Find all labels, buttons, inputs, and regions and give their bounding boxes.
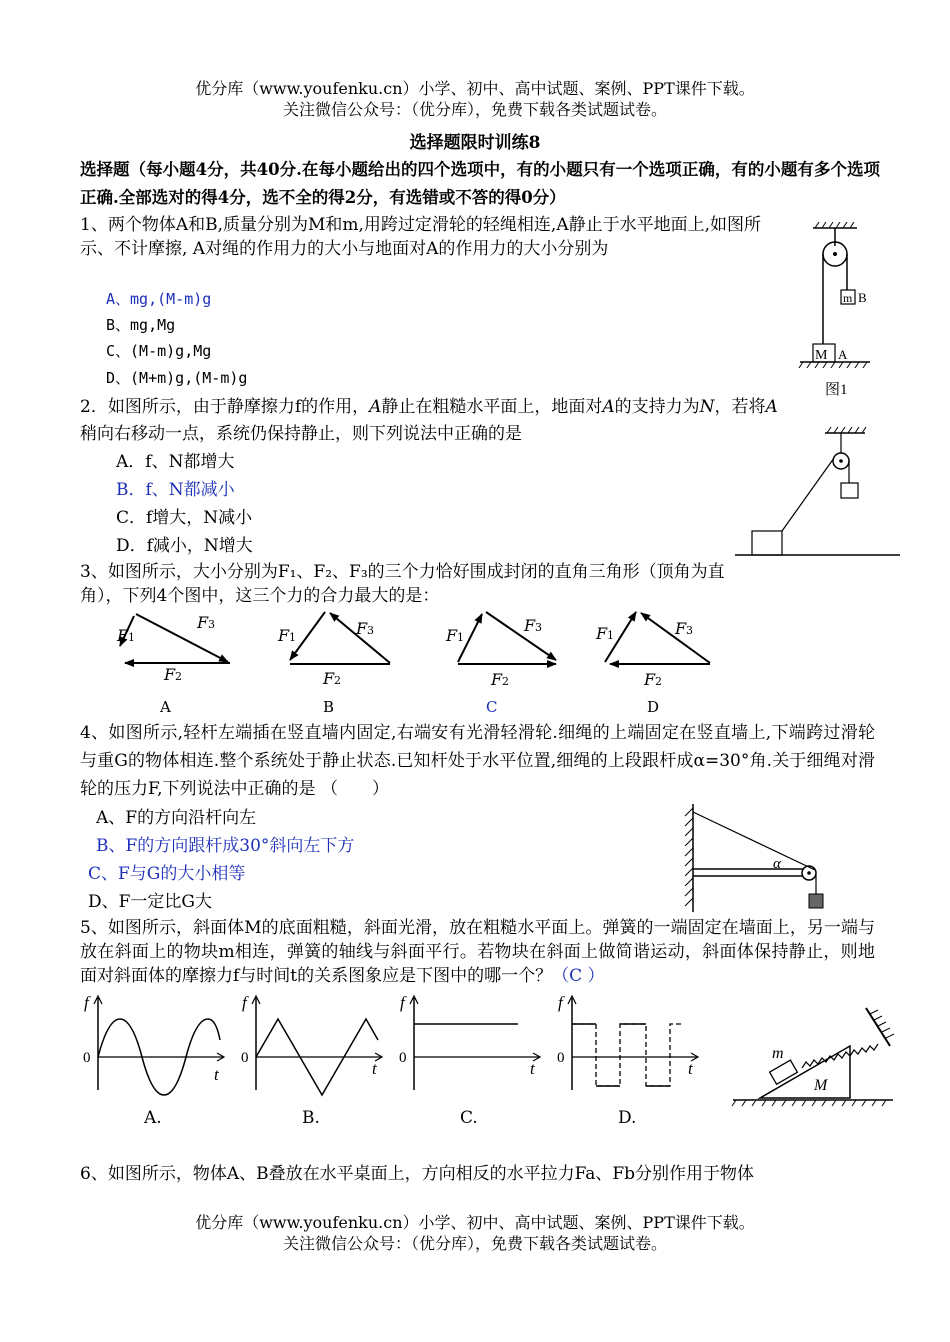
figure-2-pulley-block: [735, 425, 905, 560]
question-5-stem: 5、如图所示，斜面体M的底面粗糙，斜面光滑，放在粗糙水平面上。弹簧的一端固定在墙面上，另一端与放在斜面上的物块m相连，弹簧的轴线与斜面平行。若物块在斜面上做简谐运动，斜面体保持静止，则地面对斜面体的摩擦力f与时间t的关系图象应是下图中的哪一个？（C ）: [80, 918, 875, 986]
q4-option-a: A、F的方向沿杆向左: [96, 808, 257, 828]
svg-text:t: t: [372, 1059, 377, 1078]
q1-option-c: C、(M-m)g,Mg: [106, 342, 212, 360]
q5-caption-b: B.: [302, 1108, 320, 1128]
footer-line-2: 关注微信公众号：（优分库），免费下载各类试题试卷。: [282, 1234, 667, 1253]
q1-option-b: B、mg,Mg: [106, 316, 176, 334]
svg-text:0: 0: [557, 1050, 565, 1066]
svg-text:f: f: [400, 993, 405, 1012]
q4-option-d: D、F一定比G大: [88, 892, 213, 912]
header-line-1: 优分库（www.youfenku.cn）小学、初中、高中试题、案例、PPT课件下载。: [195, 79, 755, 98]
footer-line-1: 优分库（www.youfenku.cn）小学、初中、高中试题、案例、PPT课件下载。: [195, 1213, 755, 1232]
q4-option-c: C、F与G的大小相等: [88, 864, 246, 884]
q5-graphs: [78, 990, 738, 1100]
question-3-stem: 3、如图所示，大小分别为F₁、F₂、F₃的三个力恰好围成封闭的直角三角形（顶角为直角），下列4个图中，这三个力的合力最大的是：: [80, 562, 725, 606]
svg-text:0: 0: [83, 1050, 91, 1066]
fig1-label-m: m: [843, 291, 853, 305]
svg-text:f: f: [558, 993, 563, 1012]
question-6-stem: 6、如图所示，物体A、B叠放在水平桌面上，方向相反的水平拉力Fa、Fb分别作用于物体: [80, 1164, 755, 1184]
question-4-stem: 4、如图所示,轻杆左端插在竖直墙内固定,右端安有光滑轻滑轮.细绳的上端固定在竖直墙上,下端跨过滑轮与重G的物体相连.整个系统处于静止状态.已知杆处于水平位置,细绳的上段跟杆成α=30°角.关于细绳对滑轮的压力F,下列说法中正确的是 （ ）: [80, 723, 875, 799]
q2-option-a: A．f、N都增大: [116, 452, 235, 472]
q1-option-a: A、mg,(M-m)g: [106, 290, 212, 308]
fig4-angle-label: α: [773, 856, 781, 872]
question-1-stem: 1、两个物体A和B,质量分别为M和m,用跨过定滑轮的轻绳相连,A静止于水平地面上,如图所示、不计摩擦, A对绳的作用力的大小与地面对A的作用力的大小分别为: [80, 215, 762, 259]
q5-graph-c: [399, 993, 540, 1090]
fig1-label-big-m: M: [815, 348, 828, 363]
q3-fig-letter-a: A: [160, 698, 171, 716]
page-title: 选择题限时训练8: [409, 133, 541, 153]
fig1-caption: 图1: [825, 382, 848, 398]
figure-1-pulley: [795, 222, 885, 402]
q5-graph-a: [83, 993, 224, 1095]
q5-graph-b: [241, 993, 382, 1095]
q5-answer: （C ）: [552, 966, 605, 986]
question-2-stem: 2．如图所示，由于静摩擦力f的作用，A静止在粗糙水平面上，地面对A的支持力为N，若将A稍向右移动一点，系统仍保持静止，则下列说法中正确的是: [80, 397, 778, 444]
figure-4-wall-rod: [675, 800, 835, 915]
svg-text:t: t: [214, 1065, 219, 1084]
q2-option-b: B．f、N都减小: [116, 480, 235, 500]
q3-fig-letter-d: D: [647, 698, 660, 716]
q4-option-b: B、F的方向跟杆成30°斜向左下方: [96, 836, 355, 856]
header-line-2: 关注微信公众号：（优分库），免费下载各类试题试卷。: [282, 100, 667, 119]
fig5-label-big-m: M: [814, 1077, 828, 1094]
q5-caption-a: A.: [144, 1108, 162, 1128]
q3-fig-letter-b: B: [323, 698, 335, 716]
svg-text:0: 0: [399, 1050, 407, 1066]
instructions: 选择题（每小题4分，共40分.在每小题给出的四个选项中，有的小题只有一个选项正确，有的小题有多个选项正确.全部选对的得4分，选不全的得2分，有选错或不答的得0分）: [80, 160, 880, 207]
figure-5-incline-spring: [728, 1000, 898, 1110]
q5-caption-c: C.: [460, 1108, 478, 1128]
fig1-label-b: B: [858, 290, 867, 305]
svg-text:0: 0: [241, 1050, 249, 1066]
q3-fig-letter-c: C: [486, 698, 498, 716]
q5-graph-d: [557, 993, 698, 1090]
q5-caption-d: D.: [618, 1108, 637, 1128]
fig5-label-m: m: [772, 1045, 784, 1062]
q2-option-c: C．f增大，N减小: [116, 508, 253, 528]
q1-option-d: D、(M+m)g,(M-m)g: [106, 369, 248, 387]
svg-text:t: t: [530, 1059, 535, 1078]
svg-text:t: t: [688, 1059, 693, 1078]
fig1-label-a: A: [838, 347, 848, 362]
svg-text:f: f: [84, 993, 89, 1012]
q2-option-d: D．f减小，N增大: [116, 536, 253, 556]
svg-text:f: f: [242, 993, 247, 1012]
